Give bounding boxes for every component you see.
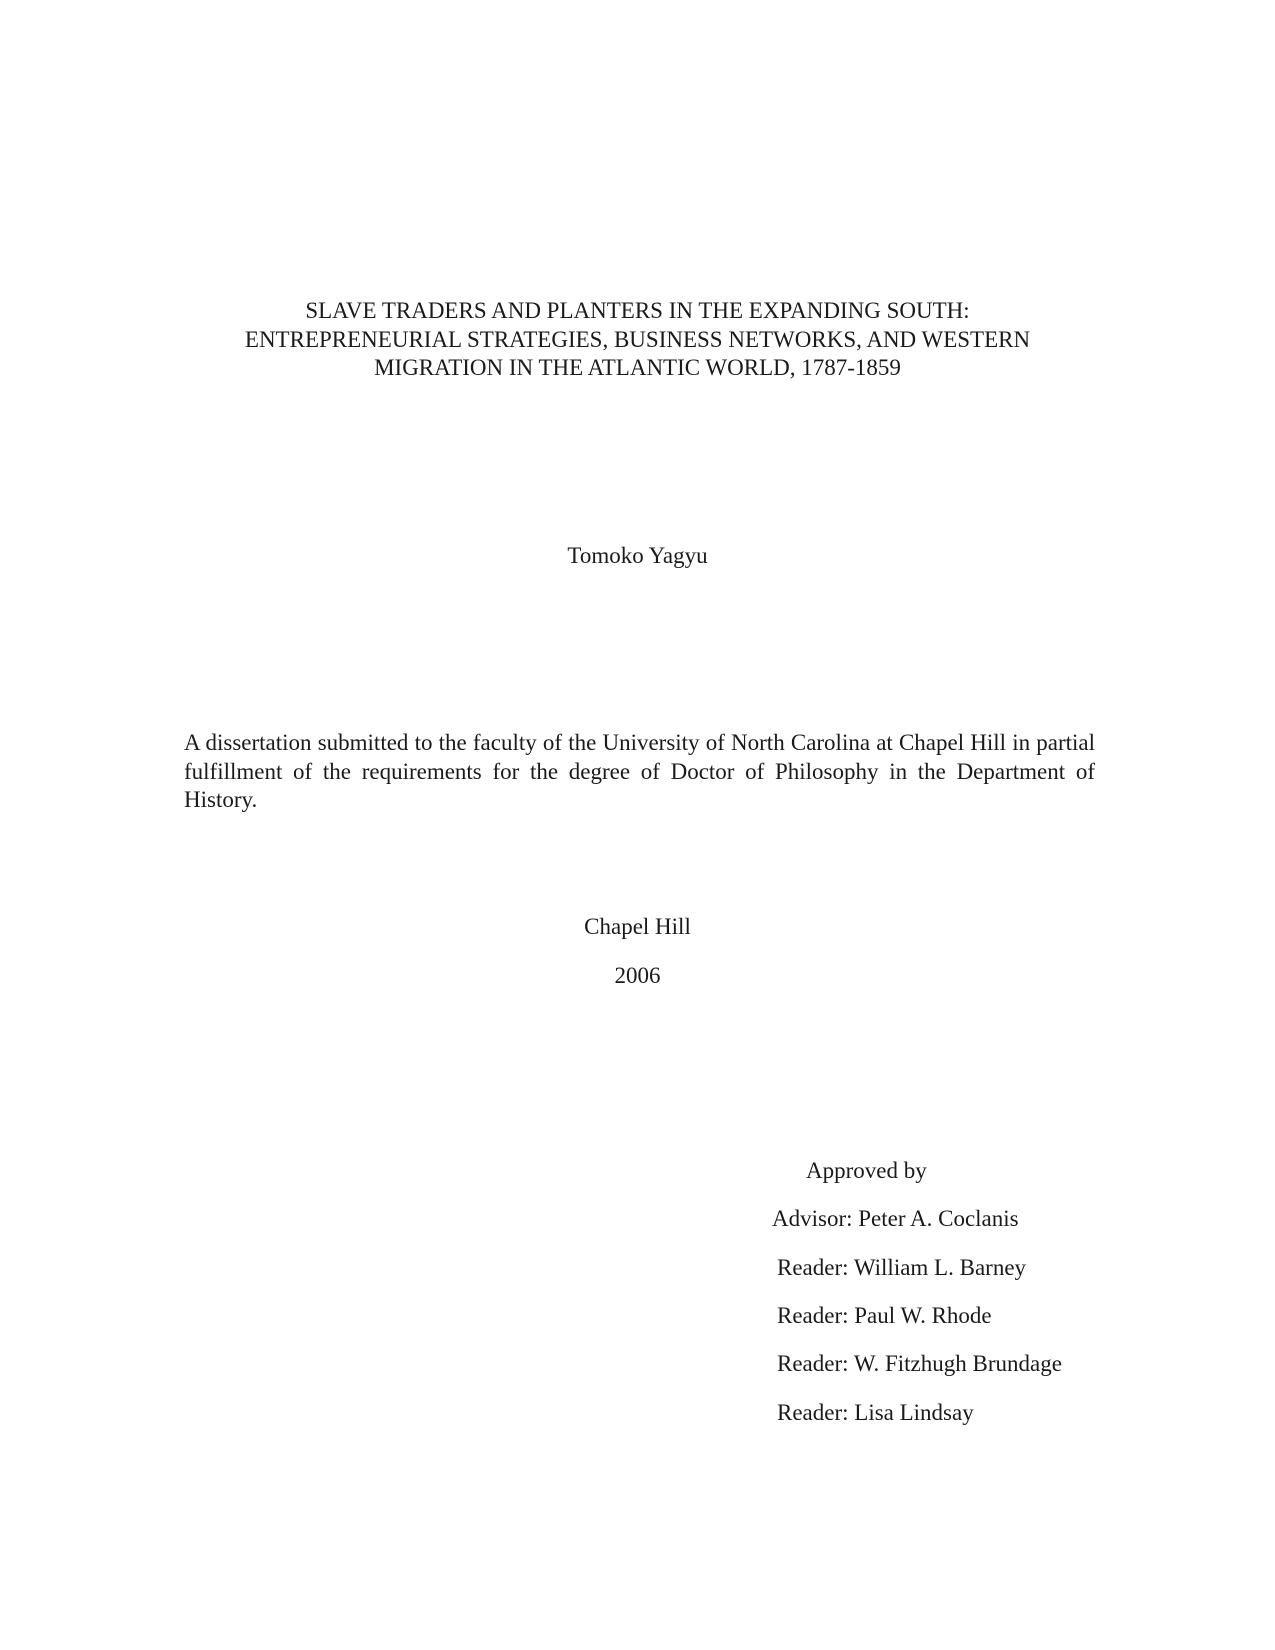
committee-role: Reader: — [777, 1255, 854, 1280]
author-name: Tomoko Yagyu — [567, 543, 708, 568]
submission-statement: A dissertation submitted to the faculty of the University of North Carolina at Chapel Hill in partial fulfillment of the requirements for the degree of Doctor of Philosophy in the Department of History. — [184, 730, 1095, 812]
committee-role: Reader: — [777, 1400, 855, 1425]
committee-row-reader-2 — [777, 1302, 992, 1330]
committee-row-reader-1 — [777, 1254, 1026, 1282]
title-line-3: MIGRATION IN THE ATLANTIC WORLD, 1787-1859 — [374, 355, 901, 380]
committee-role: Reader: — [777, 1303, 855, 1328]
approved-by-heading: Approved by — [806, 1158, 927, 1183]
title-line-1: SLAVE TRADERS AND PLANTERS IN THE EXPANDING SOUTH: — [305, 298, 970, 323]
committee-member-name: Paul W. Rhode — [854, 1303, 992, 1328]
committee-row-reader-3 — [777, 1350, 1062, 1378]
dissertation-title — [0, 297, 1275, 383]
committee-row-advisor — [772, 1205, 1019, 1233]
committee-member-name: Peter A. Coclanis — [858, 1206, 1019, 1231]
committee-member-name: W. Fitzhugh Brundage — [853, 1351, 1062, 1376]
committee-row-reader-4 — [777, 1399, 974, 1427]
committee-role: Advisor: — [772, 1206, 859, 1231]
committee-role: Reader: — [777, 1351, 854, 1376]
title-line-2: ENTREPRENEURIAL STRATEGIES, BUSINESS NETWORKS, AND WESTERN — [244, 326, 1031, 352]
committee-member-name: William L. Barney — [853, 1255, 1027, 1280]
year: 2006 — [614, 963, 661, 988]
committee-member-name: Lisa Lindsay — [854, 1400, 974, 1425]
place: Chapel Hill — [584, 914, 691, 939]
